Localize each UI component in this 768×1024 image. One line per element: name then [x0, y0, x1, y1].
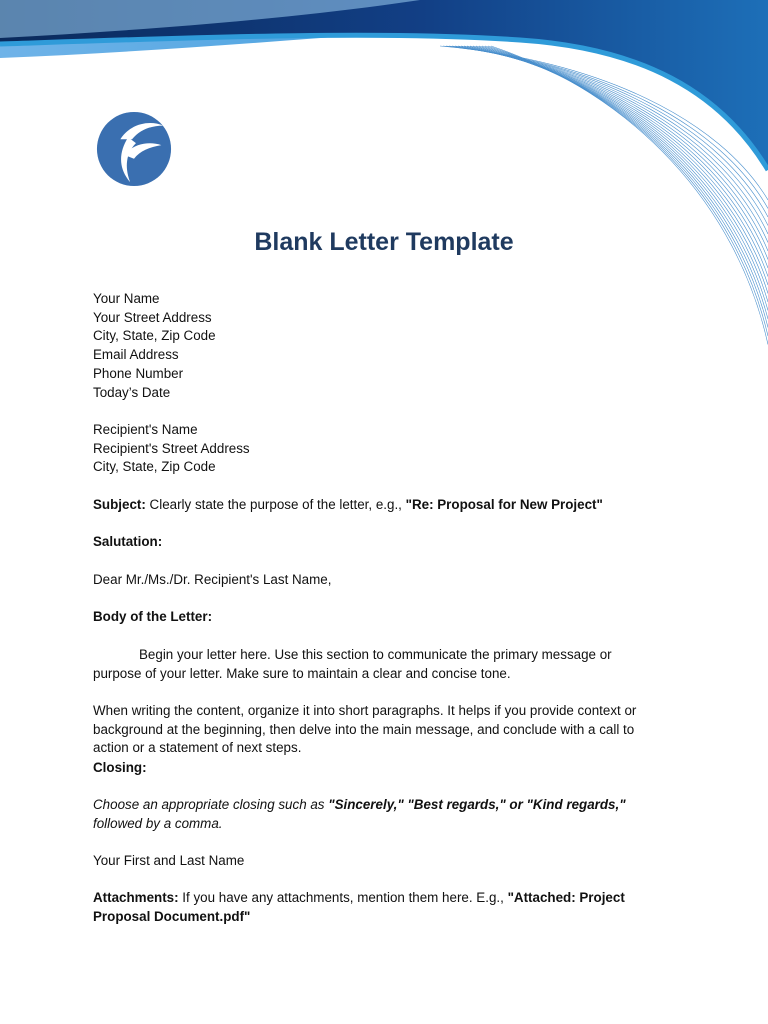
page-title: Blank Letter Template	[254, 228, 514, 256]
salutation-text: Dear Mr./Ms./Dr. Recipient's Last Name,	[93, 572, 332, 587]
body-paragraph-1	[93, 646, 653, 683]
closing-label: Closing:	[93, 760, 147, 775]
recipient-line: Recipient's Street Address	[93, 440, 250, 456]
sender-line: Your Street Address	[93, 309, 212, 325]
sender-address-block	[93, 290, 653, 402]
closing-instructions	[93, 796, 653, 833]
body-paragraph-1-text: Begin your letter here. Use this section to communicate the primary message or purpose of your letter. Make sure to maintain a clear and concise tone.	[93, 647, 612, 681]
subject-label: Subject:	[93, 497, 146, 512]
attachments-line	[93, 889, 653, 926]
subject-example: "Re: Proposal for New Project"	[405, 497, 603, 512]
subject-line	[93, 496, 693, 515]
closing-examples: "Sincerely," "Best regards," or "Kind regards,"	[328, 797, 626, 812]
sender-line: Email Address	[93, 347, 179, 363]
attachments-example: "Attached: Project Proposal Document.pdf"	[93, 890, 625, 924]
body-label: Body of the Letter:	[93, 609, 213, 624]
subject-text: Clearly state the purpose of the letter, e.g.,	[145, 497, 406, 512]
recipient-address-block	[93, 421, 653, 477]
salutation-label: Salutation:	[93, 534, 163, 549]
recipient-line: City, State, Zip Code	[93, 459, 216, 475]
body-paragraph-2: When writing the content, organize it into short paragraphs. It helps if you provide context or background at the beginning, then delve into the main message, and conclude with a call to action or a statement of next steps.	[93, 703, 637, 756]
sender-line: Your Name	[93, 291, 160, 306]
sender-line: Phone Number	[93, 365, 184, 381]
closing-text-end: followed by a comma.	[93, 815, 223, 831]
sender-line: City, State, Zip Code	[93, 328, 216, 344]
company-logo	[95, 110, 173, 188]
attachments-text: If you have any attachments, mention them here. E.g.,	[178, 890, 508, 905]
signature-line: Your First and Last Name	[93, 853, 245, 868]
sender-line: Today’s Date	[93, 384, 171, 400]
attachments-label: Attachments:	[93, 890, 179, 905]
closing-text: Choose an appropriate closing such as	[93, 797, 329, 812]
recipient-line: Recipient's Name	[93, 422, 198, 437]
